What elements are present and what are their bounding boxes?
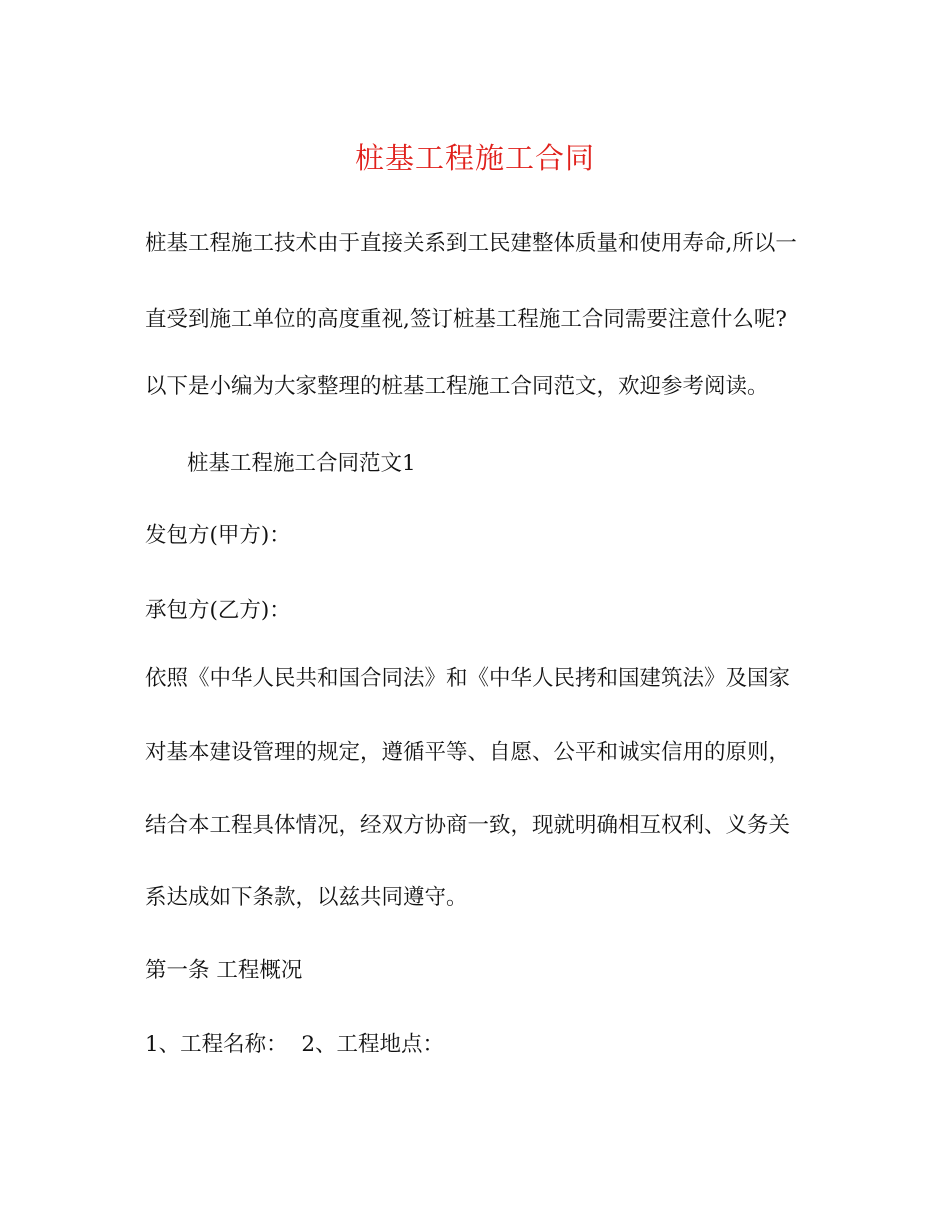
body-line-3: 结合本工程具体情况，经双方协商一致，现就明确相互权利、义务关	[145, 813, 791, 838]
party-b-line: 承包方(乙方)：	[145, 598, 291, 623]
body-line-1: 依照《中华人民共和国合同法》和《中华人民拷和国建筑法》及国家	[145, 666, 791, 691]
party-a-line: 发包方(甲方)：	[145, 523, 291, 548]
article-heading: 第一条 工程概况	[145, 958, 303, 983]
intro-line-2: 直受到施工单位的高度重视,签订桩基工程施工合同需要注意什么呢?	[145, 307, 787, 332]
body-line-4: 系达成如下条款，以兹共同遵守。	[145, 885, 468, 910]
project-fields-line: 1、工程名称： 2、工程地点：	[145, 1032, 445, 1057]
section-heading: 桩基工程施工合同范文1	[187, 451, 416, 476]
intro-line-1: 桩基工程施工技术由于直接关系到工民建整体质量和使用寿命,所以一	[145, 231, 797, 256]
body-line-2: 对基本建设管理的规定，遵循平等、自愿、公平和诚实信用的原则，	[145, 740, 791, 765]
intro-line-3: 以下是小编为大家整理的桩基工程施工合同范文，欢迎参考阅读。	[145, 374, 769, 399]
document-title: 桩基工程施工合同	[354, 141, 595, 175]
